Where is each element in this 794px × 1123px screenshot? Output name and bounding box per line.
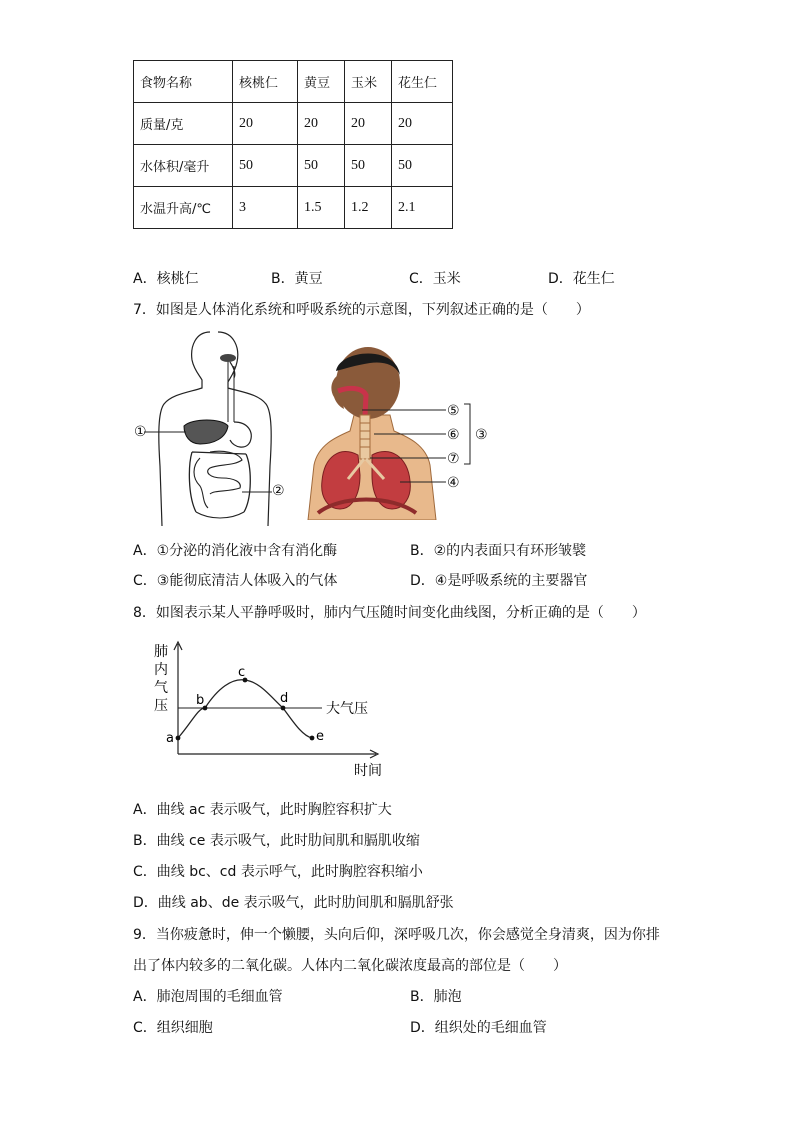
- q9-option-d: D．组织处的毛细血管: [410, 1020, 547, 1036]
- point-e: [310, 736, 315, 741]
- table-cell: 花生仁: [392, 61, 453, 103]
- point-label-c: c: [238, 665, 246, 680]
- q9-stem-line1: 9．当你疲惫时，伸一个懒腰，头向后仰，深呼吸几次，你会感觉全身清爽，因为你排: [133, 927, 660, 943]
- q8-option-d: D．曲线 ab、de 表示吸气，此时肋间肌和膈肌舒张: [133, 895, 454, 911]
- table-cell: 水体积/毫升: [134, 145, 233, 187]
- q9-option-b: B．肺泡: [410, 989, 462, 1005]
- label-6: ⑥: [447, 427, 460, 443]
- table-row: [134, 145, 453, 187]
- q7-option-a: A．①分泌的消化液中含有消化酶: [133, 543, 338, 559]
- table-cell: 食物名称: [134, 61, 233, 103]
- label-1: ①: [134, 424, 147, 440]
- point-a: [176, 736, 181, 741]
- q7-option-c: C．③能彻底清洁人体吸入的气体: [133, 573, 338, 589]
- table-cell: 核桃仁: [233, 61, 298, 103]
- label-5: ⑤: [447, 403, 460, 419]
- lung-pressure-graph: [150, 638, 400, 783]
- point-label-b: b: [196, 693, 205, 708]
- table-cell: 50: [345, 145, 392, 187]
- ref-line-label: 大气压: [326, 701, 368, 717]
- label-4: ④: [447, 475, 460, 491]
- q6-option-c: C．玉米: [409, 271, 461, 287]
- table-row: [134, 103, 453, 145]
- q9-option-a: A．肺泡周围的毛细血管: [133, 989, 283, 1005]
- q6-option-d: D．花生仁: [548, 271, 615, 287]
- point-label-d: d: [280, 691, 289, 706]
- table-cell: 1.5: [298, 187, 345, 229]
- point-label-e: e: [316, 729, 324, 744]
- q8-option-c: C．曲线 bc、cd 表示呼气，此时胸腔容积缩小: [133, 864, 423, 880]
- table-cell: 20: [298, 103, 345, 145]
- point-d: [281, 706, 286, 711]
- table-cell: 1.2: [345, 187, 392, 229]
- table-cell: 50: [298, 145, 345, 187]
- table-cell: 黄豆: [298, 61, 345, 103]
- table-cell: 20: [392, 103, 453, 145]
- pressure-curve: [178, 680, 312, 738]
- table-row: [134, 187, 453, 229]
- y-axis-label-2: 内: [154, 662, 168, 678]
- table-cell: 玉米: [345, 61, 392, 103]
- q8-option-a: A．曲线 ac 表示吸气，此时胸腔容积扩大: [133, 802, 392, 818]
- table-cell: 水温升高/℃: [134, 187, 233, 229]
- table-cell: 20: [345, 103, 392, 145]
- x-axis-label: 时间: [354, 763, 382, 779]
- table-cell: 3: [233, 187, 298, 229]
- table-cell: 50: [392, 145, 453, 187]
- q9-stem-line2: 出了体内较多的二氧化碳。人体内二氧化碳浓度最高的部位是（ ）: [133, 958, 567, 974]
- q6-option-b: B．黄豆: [271, 271, 323, 287]
- q7-option-d: D．④是呼吸系统的主要器官: [410, 573, 588, 589]
- table-cell: 2.1: [392, 187, 453, 229]
- label-2: ②: [272, 483, 285, 499]
- q8-stem: 8．如图表示某人平静呼吸时，肺内气压随时间变化曲线图，分析正确的是（ ）: [133, 605, 646, 621]
- y-axis-label-3: 气: [154, 680, 168, 696]
- table-cell: 50: [233, 145, 298, 187]
- table-cell: 20: [233, 103, 298, 145]
- q8-option-b: B．曲线 ce 表示吸气，此时肋间肌和膈肌收缩: [133, 833, 420, 849]
- y-axis-label-1: 肺: [154, 644, 168, 660]
- respiratory-leader-lines: [360, 398, 490, 490]
- label-7: ⑦: [447, 451, 460, 467]
- q7-stem: 7．如图是人体消化系统和呼吸系统的示意图，下列叙述正确的是（ ）: [133, 302, 590, 318]
- y-axis-label-4: 压: [154, 698, 168, 714]
- food-energy-table: [133, 60, 453, 229]
- q7-option-b: B．②的内表面只有环形皱襞: [410, 543, 587, 559]
- q6-option-a: A．核桃仁: [133, 271, 199, 287]
- table-cell: 质量/克: [134, 103, 233, 145]
- q9-option-c: C．组织细胞: [133, 1020, 213, 1036]
- table-row: [134, 61, 453, 103]
- point-label-a: a: [166, 731, 174, 746]
- label-3: ③: [475, 427, 488, 443]
- digestive-system-figure: [130, 326, 290, 526]
